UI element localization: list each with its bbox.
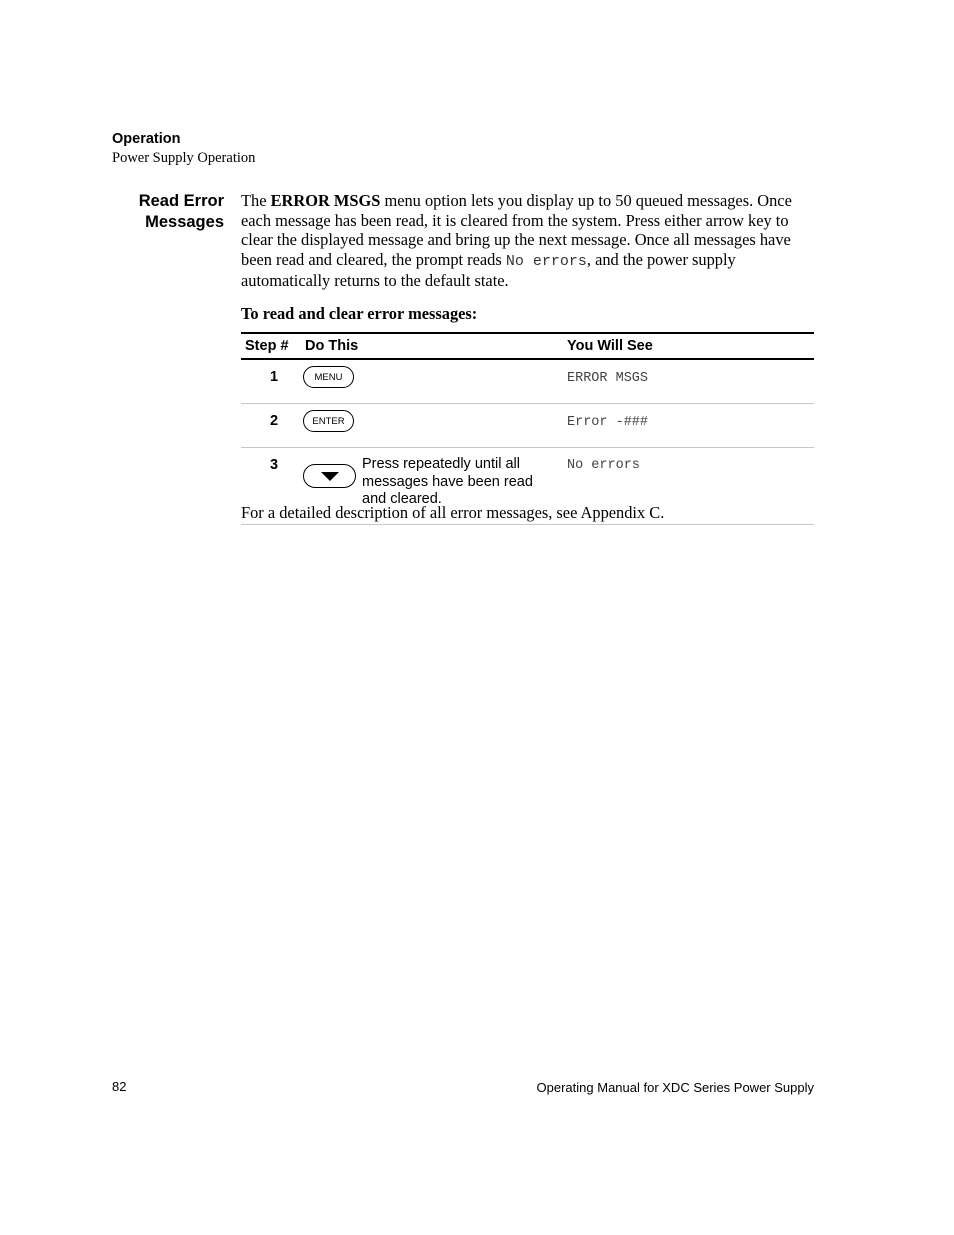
- display-readout: No errors: [563, 448, 814, 525]
- header-do-this: Do This: [301, 333, 563, 359]
- steps-table: [241, 332, 814, 525]
- step-number: 3: [241, 448, 301, 525]
- intro-paragraph: [241, 191, 815, 291]
- do-this-cell: [301, 359, 563, 404]
- header-step: Step #: [241, 333, 301, 359]
- intro-prompt-code: No errors: [505, 252, 587, 270]
- footer-title: Operating Manual for XDC Series Power Supply: [536, 1080, 814, 1095]
- intro-text-1: The: [241, 191, 271, 210]
- table-row: [241, 404, 814, 448]
- subsection-title: Power Supply Operation: [112, 150, 256, 166]
- intro-menu-option: ERROR MSGS: [270, 191, 381, 210]
- side-heading-line1: Read Error: [138, 192, 224, 210]
- step-number: 2: [241, 404, 301, 448]
- intro-text-3: , and the power supply automatically returns to the default state.: [241, 249, 736, 291]
- side-heading: [112, 191, 224, 233]
- menu-key-button: MENU: [303, 366, 354, 388]
- down-arrow-icon: [321, 472, 339, 481]
- step-instruction: Press repeatedly until all messages have been read and cleared.: [362, 456, 533, 507]
- step-number: 1: [241, 359, 301, 404]
- down-arrow-key-button: [303, 464, 356, 488]
- table-row: [241, 359, 814, 404]
- side-heading-line2: Messages: [145, 213, 224, 231]
- procedure-title: To read and clear error messages:: [241, 304, 478, 323]
- appendix-note: For a detailed description of all error messages, see Appendix C.: [241, 503, 665, 522]
- display-readout: Error -###: [563, 404, 814, 448]
- display-readout: ERROR MSGS: [563, 359, 814, 404]
- page-number: 82: [112, 1079, 127, 1094]
- table-header-row: [241, 333, 814, 359]
- do-this-cell: [301, 404, 563, 448]
- section-title: Operation: [112, 131, 181, 147]
- intro-text-2: menu option lets you display up to 50 queued messages. Once each message has been read, it is cleared from the system. Press either arrow key to clear the displayed message and bring up the next message. Once all messages have been read and cleared, the prompt reads: [241, 191, 792, 269]
- header-you-will-see: You Will See: [563, 333, 814, 359]
- enter-key-button: ENTER: [303, 410, 354, 432]
